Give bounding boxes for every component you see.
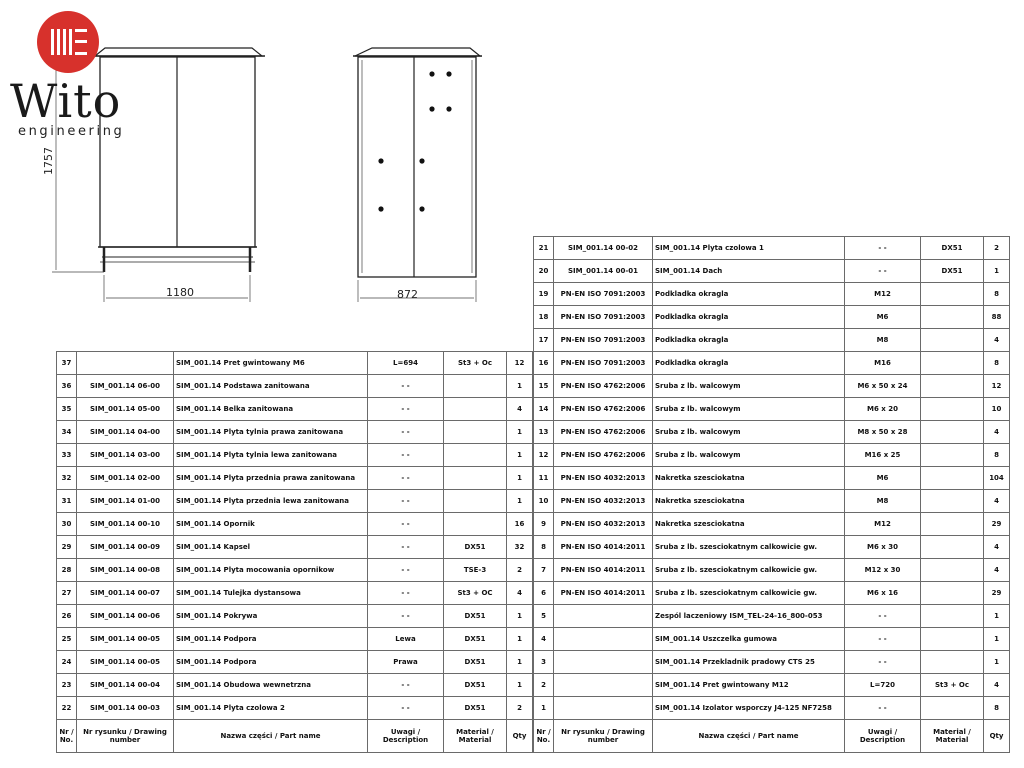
cell-description: M8: [845, 329, 921, 352]
cell-qty: 2: [507, 697, 533, 720]
cell-part-name: Podkladka okragla: [653, 329, 845, 352]
cell-description: M12: [845, 513, 921, 536]
table-row: [57, 421, 533, 444]
cell-description: Prawa: [368, 651, 444, 674]
table-row: [534, 352, 1010, 375]
cell-part-name: SIM_001.14 Przekladnik pradowy CTS 25: [653, 651, 845, 674]
cell-part-name: SIM_001.14 Plyta przednia prawa zanitowana: [174, 467, 368, 490]
cell-part-name: SIM_001.14 Obudowa wewnetrzna: [174, 674, 368, 697]
cell-nr: 23: [57, 674, 77, 697]
cell-description: - -: [845, 697, 921, 720]
cell-qty: 1: [984, 628, 1010, 651]
header-nr: Nr / No.: [57, 720, 77, 753]
cell-material: DX51: [921, 237, 984, 260]
cell-qty: 1: [507, 674, 533, 697]
cell-material: [444, 513, 507, 536]
cell-material: [444, 421, 507, 444]
cell-qty: 29: [984, 582, 1010, 605]
cell-drawing-number: [77, 352, 174, 375]
table-row: [57, 467, 533, 490]
cell-qty: 1: [507, 444, 533, 467]
header-drawing-number: Nr rysunku / Drawing number: [77, 720, 174, 753]
bom-right-body: [534, 237, 1010, 753]
cell-material: St3 + Oc: [444, 352, 507, 375]
cell-drawing-number: SIM_001.14 01-00: [77, 490, 174, 513]
cell-description: - -: [368, 513, 444, 536]
table-row: [534, 398, 1010, 421]
cell-drawing-number: SIM_001.14 00-07: [77, 582, 174, 605]
cell-qty: 4: [984, 329, 1010, 352]
cell-part-name: SIM_001.14 Dach: [653, 260, 845, 283]
cell-drawing-number: SIM_001.14 03-00: [77, 444, 174, 467]
cell-material: [921, 467, 984, 490]
cell-nr: 4: [534, 628, 554, 651]
header-qty: Qty: [507, 720, 533, 753]
cell-nr: 27: [57, 582, 77, 605]
cell-description: - -: [845, 605, 921, 628]
table-row: [57, 536, 533, 559]
table-row: [534, 260, 1010, 283]
cell-drawing-number: PN-EN ISO 7091:2003: [554, 283, 653, 306]
cell-qty: 1: [984, 260, 1010, 283]
cell-material: [921, 352, 984, 375]
cell-part-name: Nakretka szesciokatna: [653, 490, 845, 513]
table-row: [534, 605, 1010, 628]
cell-nr: 6: [534, 582, 554, 605]
cell-part-name: SIM_001.14 Uszczelka gumowa: [653, 628, 845, 651]
cell-qty: 29: [984, 513, 1010, 536]
cell-qty: 4: [984, 559, 1010, 582]
cell-nr: 34: [57, 421, 77, 444]
cell-drawing-number: PN-EN ISO 4014:2011: [554, 582, 653, 605]
cell-qty: 10: [984, 398, 1010, 421]
cell-drawing-number: SIM_001.14 00-05: [77, 651, 174, 674]
table-row: [534, 490, 1010, 513]
table-row: [57, 375, 533, 398]
table-row: [534, 628, 1010, 651]
cell-material: [921, 283, 984, 306]
cell-drawing-number: SIM_001.14 00-04: [77, 674, 174, 697]
header-material: Material / Material: [444, 720, 507, 753]
bom-table-right: [533, 236, 1010, 753]
cell-material: [921, 513, 984, 536]
cell-material: [921, 651, 984, 674]
cell-drawing-number: PN-EN ISO 4762:2006: [554, 421, 653, 444]
cell-qty: 32: [507, 536, 533, 559]
cell-description: M6 x 16: [845, 582, 921, 605]
cell-material: [921, 444, 984, 467]
cell-nr: 16: [534, 352, 554, 375]
cell-drawing-number: PN-EN ISO 7091:2003: [554, 329, 653, 352]
cell-description: - -: [368, 559, 444, 582]
cell-drawing-number: PN-EN ISO 4762:2006: [554, 444, 653, 467]
logo-wordmark: Wito: [10, 74, 122, 128]
cell-material: [921, 559, 984, 582]
cell-drawing-number: SIM_001.14 00-06: [77, 605, 174, 628]
cell-nr: 19: [534, 283, 554, 306]
cell-nr: 17: [534, 329, 554, 352]
table-row: [57, 398, 533, 421]
header-qty: Qty: [984, 720, 1010, 753]
cell-nr: 12: [534, 444, 554, 467]
cell-description: M12: [845, 283, 921, 306]
cell-nr: 11: [534, 467, 554, 490]
cell-nr: 30: [57, 513, 77, 536]
cell-part-name: SIM_001.14 Belka zanitowana: [174, 398, 368, 421]
cell-description: M16 x 25: [845, 444, 921, 467]
cell-qty: 4: [984, 536, 1010, 559]
cell-part-name: SIM_001.14 Plyta tylnia lewa zanitowana: [174, 444, 368, 467]
height-dimension: 1757: [42, 147, 55, 175]
cell-drawing-number: SIM_001.14 00-05: [77, 628, 174, 651]
cell-qty: 4: [984, 421, 1010, 444]
table-row: [534, 467, 1010, 490]
header-description: Uwagi / Description: [368, 720, 444, 753]
logo-glyph-icon: [37, 11, 99, 73]
cell-qty: 1: [507, 651, 533, 674]
cell-qty: 1: [507, 628, 533, 651]
table-row: [534, 651, 1010, 674]
cell-qty: 4: [507, 398, 533, 421]
cell-description: - -: [368, 467, 444, 490]
cell-description: M8 x 50 x 28: [845, 421, 921, 444]
cell-drawing-number: PN-EN ISO 4032:2013: [554, 513, 653, 536]
cell-drawing-number: PN-EN ISO 7091:2003: [554, 306, 653, 329]
cell-drawing-number: SIM_001.14 06-00: [77, 375, 174, 398]
bom-left-body: [57, 352, 533, 753]
cell-material: [921, 490, 984, 513]
cell-description: L=720: [845, 674, 921, 697]
cell-drawing-number: SIM_001.14 00-09: [77, 536, 174, 559]
cell-qty: 16: [507, 513, 533, 536]
cell-nr: 26: [57, 605, 77, 628]
cell-material: [921, 536, 984, 559]
cell-nr: 3: [534, 651, 554, 674]
cell-part-name: Sruba z lb. szesciokatnym calkowicie gw.: [653, 582, 845, 605]
cell-drawing-number: SIM_001.14 00-03: [77, 697, 174, 720]
header-material: Material / Material: [921, 720, 984, 753]
cell-drawing-number: PN-EN ISO 4014:2011: [554, 559, 653, 582]
cell-material: DX51: [444, 697, 507, 720]
cell-drawing-number: SIM_001.14 00-02: [554, 237, 653, 260]
cell-nr: 5: [534, 605, 554, 628]
cell-part-name: SIM_001.14 Plyta tylnia prawa zanitowana: [174, 421, 368, 444]
cell-qty: 12: [984, 375, 1010, 398]
cell-nr: 14: [534, 398, 554, 421]
cell-material: [921, 398, 984, 421]
cell-material: [921, 605, 984, 628]
cell-part-name: Sruba z lb. walcowym: [653, 421, 845, 444]
cell-part-name: SIM_001.14 Opornik: [174, 513, 368, 536]
table-row: [534, 306, 1010, 329]
cell-qty: 1: [507, 490, 533, 513]
cell-qty: 1: [507, 421, 533, 444]
cell-material: [444, 444, 507, 467]
cell-drawing-number: SIM_001.14 04-00: [77, 421, 174, 444]
cell-nr: 36: [57, 375, 77, 398]
header-part-name: Nazwa części / Part name: [653, 720, 845, 753]
side-width-dimension: 872: [397, 288, 418, 301]
cell-description: M6 x 30: [845, 536, 921, 559]
cell-part-name: SIM_001.14 Plyta mocowania opornikow: [174, 559, 368, 582]
table-row: [534, 421, 1010, 444]
side-view-bolts: [378, 71, 451, 211]
table-row: [57, 582, 533, 605]
cell-material: [921, 375, 984, 398]
cell-nr: 1: [534, 697, 554, 720]
table-row: [534, 559, 1010, 582]
cell-nr: 8: [534, 536, 554, 559]
cell-nr: 33: [57, 444, 77, 467]
cell-description: - -: [845, 628, 921, 651]
table-row: [534, 536, 1010, 559]
cell-nr: 25: [57, 628, 77, 651]
cell-material: [921, 329, 984, 352]
cell-qty: 4: [984, 674, 1010, 697]
table-row: [534, 444, 1010, 467]
cell-material: [444, 467, 507, 490]
table-row: [57, 674, 533, 697]
cell-description: - -: [845, 237, 921, 260]
cell-qty: 12: [507, 352, 533, 375]
table-row: [57, 651, 533, 674]
cell-description: L=694: [368, 352, 444, 375]
cell-nr: 15: [534, 375, 554, 398]
cell-part-name: Sruba z lb. szesciokatnym calkowicie gw.: [653, 559, 845, 582]
cell-part-name: SIM_001.14 Tulejka dystansowa: [174, 582, 368, 605]
table-row: [534, 237, 1010, 260]
table-row: [534, 283, 1010, 306]
table-row: [534, 375, 1010, 398]
cell-material: [921, 628, 984, 651]
table-header-row: [57, 720, 533, 753]
cell-drawing-number: SIM_001.14 00-08: [77, 559, 174, 582]
cell-material: DX51: [444, 605, 507, 628]
cell-part-name: SIM_001.14 Podpora: [174, 651, 368, 674]
cell-drawing-number: SIM_001.14 00-10: [77, 513, 174, 536]
cell-part-name: Sruba z lb. walcowym: [653, 398, 845, 421]
table-row: [534, 329, 1010, 352]
cell-description: M16: [845, 352, 921, 375]
cell-part-name: SIM_001.14 Plyta czolowa 1: [653, 237, 845, 260]
cell-nr: 21: [534, 237, 554, 260]
table-row: [534, 697, 1010, 720]
cell-description: - -: [368, 536, 444, 559]
cell-part-name: SIM_001.14 Plyta przednia lewa zanitowana: [174, 490, 368, 513]
cell-drawing-number: PN-EN ISO 4032:2013: [554, 490, 653, 513]
cell-description: - -: [368, 674, 444, 697]
cell-description: M6 x 50 x 24: [845, 375, 921, 398]
logo-mark: [37, 11, 99, 73]
cell-qty: 2: [507, 559, 533, 582]
table-row: [534, 513, 1010, 536]
cell-description: - -: [368, 421, 444, 444]
cell-nr: 2: [534, 674, 554, 697]
table-row: [57, 490, 533, 513]
cell-part-name: SIM_001.14 Pret gwintowany M12: [653, 674, 845, 697]
cell-description: M6 x 20: [845, 398, 921, 421]
side-view: [353, 48, 482, 277]
cell-material: DX51: [444, 536, 507, 559]
cell-material: [444, 398, 507, 421]
cell-drawing-number: SIM_001.14 05-00: [77, 398, 174, 421]
cell-nr: 10: [534, 490, 554, 513]
cell-qty: 1: [507, 375, 533, 398]
cell-material: [921, 582, 984, 605]
table-row: [57, 628, 533, 651]
cell-qty: 4: [984, 490, 1010, 513]
cell-nr: 28: [57, 559, 77, 582]
cell-material: [921, 306, 984, 329]
cell-qty: 1: [984, 605, 1010, 628]
cell-part-name: SIM_001.14 Izolator wsporczy J4-125 NF7258: [653, 697, 845, 720]
cell-part-name: SIM_001.14 Podpora: [174, 628, 368, 651]
cell-qty: 8: [984, 697, 1010, 720]
header-nr: Nr / No.: [534, 720, 554, 753]
cell-qty: 8: [984, 444, 1010, 467]
cell-qty: 2: [984, 237, 1010, 260]
cell-description: - -: [368, 605, 444, 628]
table-row: [57, 444, 533, 467]
header-part-name: Nazwa części / Part name: [174, 720, 368, 753]
cell-material: St3 + OC: [444, 582, 507, 605]
cell-material: DX51: [444, 674, 507, 697]
cell-description: - -: [368, 697, 444, 720]
cell-description: M6: [845, 467, 921, 490]
cell-qty: 1: [507, 605, 533, 628]
cell-drawing-number: SIM_001.14 02-00: [77, 467, 174, 490]
header-description: Uwagi / Description: [845, 720, 921, 753]
cell-part-name: Nakretka szesciokatna: [653, 513, 845, 536]
cell-material: [921, 421, 984, 444]
cell-material: [444, 490, 507, 513]
cell-description: - -: [368, 444, 444, 467]
cell-part-name: SIM_001.14 Podstawa zanitowana: [174, 375, 368, 398]
cell-drawing-number: [554, 697, 653, 720]
cell-drawing-number: PN-EN ISO 4014:2011: [554, 536, 653, 559]
table-row: [57, 513, 533, 536]
cell-part-name: SIM_001.14 Pret gwintowany M6: [174, 352, 368, 375]
cell-drawing-number: [554, 651, 653, 674]
table-row: [57, 697, 533, 720]
cell-description: - -: [368, 398, 444, 421]
cell-material: DX51: [444, 651, 507, 674]
cell-qty: 88: [984, 306, 1010, 329]
table-row: [57, 605, 533, 628]
cell-description: M12 x 30: [845, 559, 921, 582]
cell-nr: 20: [534, 260, 554, 283]
cell-description: - -: [368, 490, 444, 513]
cell-part-name: Sruba z lb. walcowym: [653, 444, 845, 467]
cell-description: M6: [845, 306, 921, 329]
cell-part-name: Podkladka okragla: [653, 352, 845, 375]
cell-qty: 1: [984, 651, 1010, 674]
cell-part-name: Nakretka szesciokatna: [653, 467, 845, 490]
logo-tagline: engineering: [18, 124, 125, 139]
cell-drawing-number: [554, 605, 653, 628]
cell-nr: 31: [57, 490, 77, 513]
cell-drawing-number: [554, 628, 653, 651]
cell-part-name: Zespól laczeniowy ISM_TEL-24-16_800-053: [653, 605, 845, 628]
table-header-row: [534, 720, 1010, 753]
cell-nr: 9: [534, 513, 554, 536]
cell-nr: 24: [57, 651, 77, 674]
cell-part-name: Sruba z lb. walcowym: [653, 375, 845, 398]
table-row: [57, 559, 533, 582]
cell-qty: 8: [984, 352, 1010, 375]
bom-table-left: [56, 351, 533, 753]
cell-qty: 1: [507, 467, 533, 490]
cell-description: M8: [845, 490, 921, 513]
table-row: [57, 352, 533, 375]
cell-description: - -: [368, 375, 444, 398]
cell-qty: 104: [984, 467, 1010, 490]
table-row: [534, 582, 1010, 605]
cell-part-name: SIM_001.14 Pokrywa: [174, 605, 368, 628]
cell-nr: 22: [57, 697, 77, 720]
cell-drawing-number: [554, 674, 653, 697]
cell-description: Lewa: [368, 628, 444, 651]
cell-nr: 18: [534, 306, 554, 329]
cell-part-name: SIM_001.14 Kapsel: [174, 536, 368, 559]
cell-nr: 29: [57, 536, 77, 559]
cell-material: [921, 697, 984, 720]
cell-description: - -: [845, 651, 921, 674]
cell-part-name: Podkladka okragla: [653, 283, 845, 306]
header-drawing-number: Nr rysunku / Drawing number: [554, 720, 653, 753]
cell-drawing-number: PN-EN ISO 4762:2006: [554, 398, 653, 421]
table-row: [534, 674, 1010, 697]
cell-part-name: SIM_001.14 Plyta czolowa 2: [174, 697, 368, 720]
cell-part-name: Sruba z lb. szesciokatnym calkowicie gw.: [653, 536, 845, 559]
cell-drawing-number: PN-EN ISO 4762:2006: [554, 375, 653, 398]
cell-drawing-number: SIM_001.14 00-01: [554, 260, 653, 283]
cell-nr: 32: [57, 467, 77, 490]
cell-qty: 8: [984, 283, 1010, 306]
cell-material: [444, 375, 507, 398]
cell-qty: 4: [507, 582, 533, 605]
cell-nr: 37: [57, 352, 77, 375]
cell-description: - -: [845, 260, 921, 283]
cell-material: DX51: [444, 628, 507, 651]
cell-nr: 35: [57, 398, 77, 421]
cell-material: DX51: [921, 260, 984, 283]
cell-nr: 7: [534, 559, 554, 582]
cell-drawing-number: PN-EN ISO 7091:2003: [554, 352, 653, 375]
cell-part-name: Podkladka okragla: [653, 306, 845, 329]
cell-drawing-number: PN-EN ISO 4032:2013: [554, 467, 653, 490]
cell-description: - -: [368, 582, 444, 605]
cell-nr: 13: [534, 421, 554, 444]
cell-material: TSE-3: [444, 559, 507, 582]
cell-material: St3 + Oc: [921, 674, 984, 697]
front-width-dimension: 1180: [166, 286, 194, 299]
